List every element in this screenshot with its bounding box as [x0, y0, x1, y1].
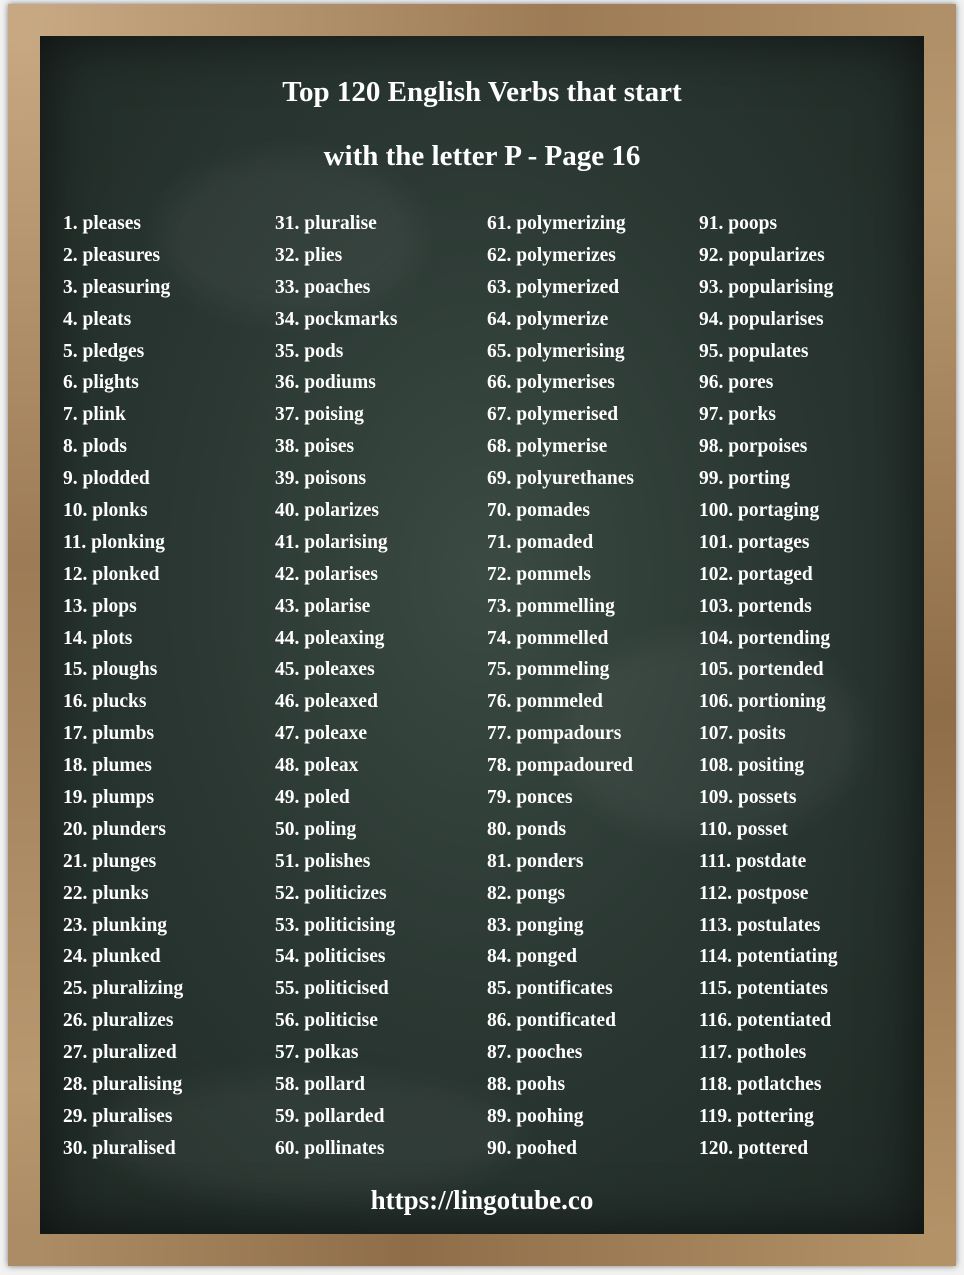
verb-list-item: 12. plonked — [63, 563, 160, 585]
verb-list-item: 60. pollinates — [275, 1137, 385, 1159]
verb-list-item: 32. plies — [275, 244, 343, 266]
verb-list-item: 80. ponds — [487, 818, 567, 840]
verb-list-item: 86. pontificated — [487, 1010, 616, 1032]
verb-list-item: 50. poling — [275, 818, 357, 840]
verb-list-item: 89. poohing — [487, 1105, 584, 1127]
verb-list-item: 63. polymerized — [487, 276, 620, 298]
verb-list-item: 41. polarising — [275, 531, 388, 553]
verb-list-item: 30. pluralised — [63, 1137, 176, 1159]
verb-list-item: 5. pledges — [63, 340, 145, 362]
verb-list-item: 3. pleasuring — [63, 276, 171, 298]
verb-list-item: 91. poops — [699, 213, 778, 234]
verb-list-item: 34. pockmarks — [275, 308, 398, 330]
verb-list-item: 83. ponging — [487, 914, 584, 936]
verb-list-item: 1. pleases — [63, 213, 141, 234]
verb-list-item: 115. potentiates — [699, 978, 828, 1000]
verb-list-item: 28. pluralising — [63, 1074, 183, 1096]
verb-list-item: 11. plonking — [63, 531, 165, 553]
verb-list-item: 47. poleaxe — [275, 723, 368, 745]
verb-list-item: 102. portaged — [699, 563, 813, 585]
verb-list-item: 35. pods — [275, 340, 344, 362]
verb-list-item: 31. pluralise — [275, 213, 377, 234]
verb-list-item: 40. polarizes — [275, 500, 379, 522]
verb-list-item: 27. pluralized — [63, 1042, 177, 1064]
verb-list-item: 98. porpoises — [699, 436, 808, 458]
verb-list-item: 76. pommeled — [487, 691, 603, 713]
verb-list-item: 99. porting — [699, 468, 791, 490]
verb-column-2 — [275, 210, 397, 1167]
verb-list-item: 43. polarise — [275, 595, 371, 617]
verb-list-item: 20. plunders — [63, 818, 166, 840]
verb-list-item: 59. pollarded — [275, 1105, 385, 1127]
verb-list-item: 21. plunges — [63, 850, 157, 872]
verb-list-item: 42. polarises — [275, 563, 378, 585]
verb-list-item: 8. plods — [63, 436, 127, 458]
verb-list-item: 114. potentiating — [699, 946, 838, 968]
verb-list-item: 104. portending — [699, 627, 831, 649]
verb-list-item: 120. pottered — [699, 1137, 809, 1159]
verb-list-item: 68. polymerise — [487, 436, 608, 458]
verb-list-item: 15. ploughs — [63, 659, 158, 681]
verb-list-item: 45. poleaxes — [275, 659, 375, 681]
verb-list-item: 23. plunking — [63, 914, 168, 936]
verb-list-item: 9. plodded — [63, 468, 150, 490]
verb-list-item: 25. pluralizing — [63, 978, 184, 1000]
verb-list-item: 10. plonks — [63, 500, 148, 522]
verb-list-item: 73. pommelling — [487, 595, 615, 617]
verb-list-item: 66. polymerises — [487, 372, 615, 394]
verb-list-item: 94. popularises — [699, 308, 824, 330]
verb-list-item: 87. pooches — [487, 1042, 583, 1064]
verb-list-item: 72. pommels — [487, 563, 591, 585]
verb-list-item: 106. portioning — [699, 691, 826, 713]
verb-list-item: 49. poled — [275, 787, 350, 809]
verb-list-item: 93. popularising — [699, 276, 834, 298]
verb-list-item: 103. portends — [699, 595, 812, 617]
verb-list-item: 69. polyurethanes — [487, 468, 634, 490]
verb-list-item: 61. polymerizing — [487, 213, 626, 234]
verb-list-item: 113. postulates — [699, 914, 821, 936]
verb-column-3 — [487, 210, 634, 1167]
verb-list-item: 65. polymerising — [487, 340, 625, 362]
verb-list-item: 29. pluralises — [63, 1105, 173, 1127]
verb-list-item: 117. potholes — [699, 1042, 807, 1064]
verb-list-item: 119. pottering — [699, 1105, 814, 1127]
verb-list-item: 88. poohs — [487, 1074, 566, 1096]
page-title-line-2: with the letter P - Page 16 — [323, 140, 641, 172]
verb-list-item: 16. plucks — [63, 691, 147, 713]
verb-list-item: 26. pluralizes — [63, 1010, 174, 1032]
verb-list-item: 70. pomades — [487, 500, 590, 522]
verb-list-item: 18. plumes — [63, 755, 152, 777]
verb-list-item: 33. poaches — [275, 276, 371, 298]
verb-list-item: 107. posits — [699, 723, 786, 745]
verb-list-item: 110. posset — [699, 818, 788, 840]
verb-list-item: 6. plights — [63, 372, 139, 394]
verb-list-item: 79. ponces — [487, 787, 573, 809]
verb-list-item: 78. pompadoured — [487, 755, 633, 777]
verb-list-item: 96. pores — [699, 372, 774, 394]
verb-list-item: 19. plumps — [63, 787, 155, 809]
verb-list-item: 81. ponders — [487, 850, 584, 872]
verb-list-item: 4. pleats — [63, 308, 132, 330]
verb-list-item: 97. porks — [699, 404, 776, 426]
verb-list-item: 82. pongs — [487, 882, 566, 904]
verb-list-item: 108. positing — [699, 755, 805, 777]
verb-list-item: 44. poleaxing — [275, 627, 385, 649]
verb-list-item: 109. possets — [699, 787, 797, 809]
verb-list-item: 100. portaging — [699, 500, 820, 522]
page-title-line-1: Top 120 English Verbs that start — [282, 76, 682, 108]
verb-list-item: 75. pommeling — [487, 659, 610, 681]
verb-list-item: 77. pompadours — [487, 723, 622, 745]
verb-list-item: 118. potlatches — [699, 1074, 822, 1096]
verb-list-item: 53. politicising — [275, 914, 396, 936]
verb-list-item: 101. portages — [699, 531, 810, 553]
verb-list-item: 57. polkas — [275, 1042, 359, 1064]
verb-list-item: 62. polymerizes — [487, 244, 616, 266]
verb-list-item: 24. plunked — [63, 946, 161, 968]
verb-list-item: 38. poises — [275, 436, 355, 458]
verb-list-item: 74. pommelled — [487, 627, 609, 649]
verb-list-item: 111. postdate — [699, 850, 807, 872]
verb-list-item: 22. plunks — [63, 882, 149, 904]
footer-url: https://lingotube.co — [370, 1185, 594, 1215]
verb-list-item: 64. polymerize — [487, 308, 609, 330]
verb-list-item: 112. postpose — [699, 882, 809, 904]
verb-list-item: 92. popularizes — [699, 244, 825, 266]
verb-column-4 — [699, 210, 838, 1167]
verb-list-item: 37. poising — [275, 404, 364, 426]
verb-list-item: 36. podiums — [275, 372, 376, 394]
verb-list-item: 54. politicises — [275, 946, 386, 968]
verb-list-item: 56. politicise — [275, 1010, 378, 1032]
verb-list-item: 7. plink — [63, 404, 126, 426]
verb-list-item: 116. potentiated — [699, 1010, 832, 1032]
verb-list-item: 55. politicised — [275, 978, 389, 1000]
verb-list-item: 48. poleax — [275, 755, 359, 777]
verb-list-item: 13. plops — [63, 595, 137, 617]
verb-list-item: 51. polishes — [275, 850, 371, 872]
verb-list-item: 105. portended — [699, 659, 824, 681]
verb-column-1 — [63, 210, 183, 1167]
verb-list-item: 84. ponged — [487, 946, 577, 968]
verb-list-item: 95. populates — [699, 340, 809, 362]
verb-list-item: 85. pontificates — [487, 978, 613, 1000]
verb-list-item: 2. pleasures — [63, 244, 161, 266]
verb-list-item: 46. poleaxed — [275, 691, 378, 713]
verb-list-item: 14. plots — [63, 627, 133, 649]
verb-list-item: 67. polymerised — [487, 404, 619, 426]
verb-list-item: 52. politicizes — [275, 882, 387, 904]
verb-list-item: 39. poisons — [275, 468, 367, 490]
verb-list-item: 17. plumbs — [63, 723, 155, 745]
verb-list-item: 58. pollard — [275, 1074, 365, 1096]
verb-list-item: 71. pomaded — [487, 531, 594, 553]
verb-list-item: 90. poohed — [487, 1137, 577, 1159]
